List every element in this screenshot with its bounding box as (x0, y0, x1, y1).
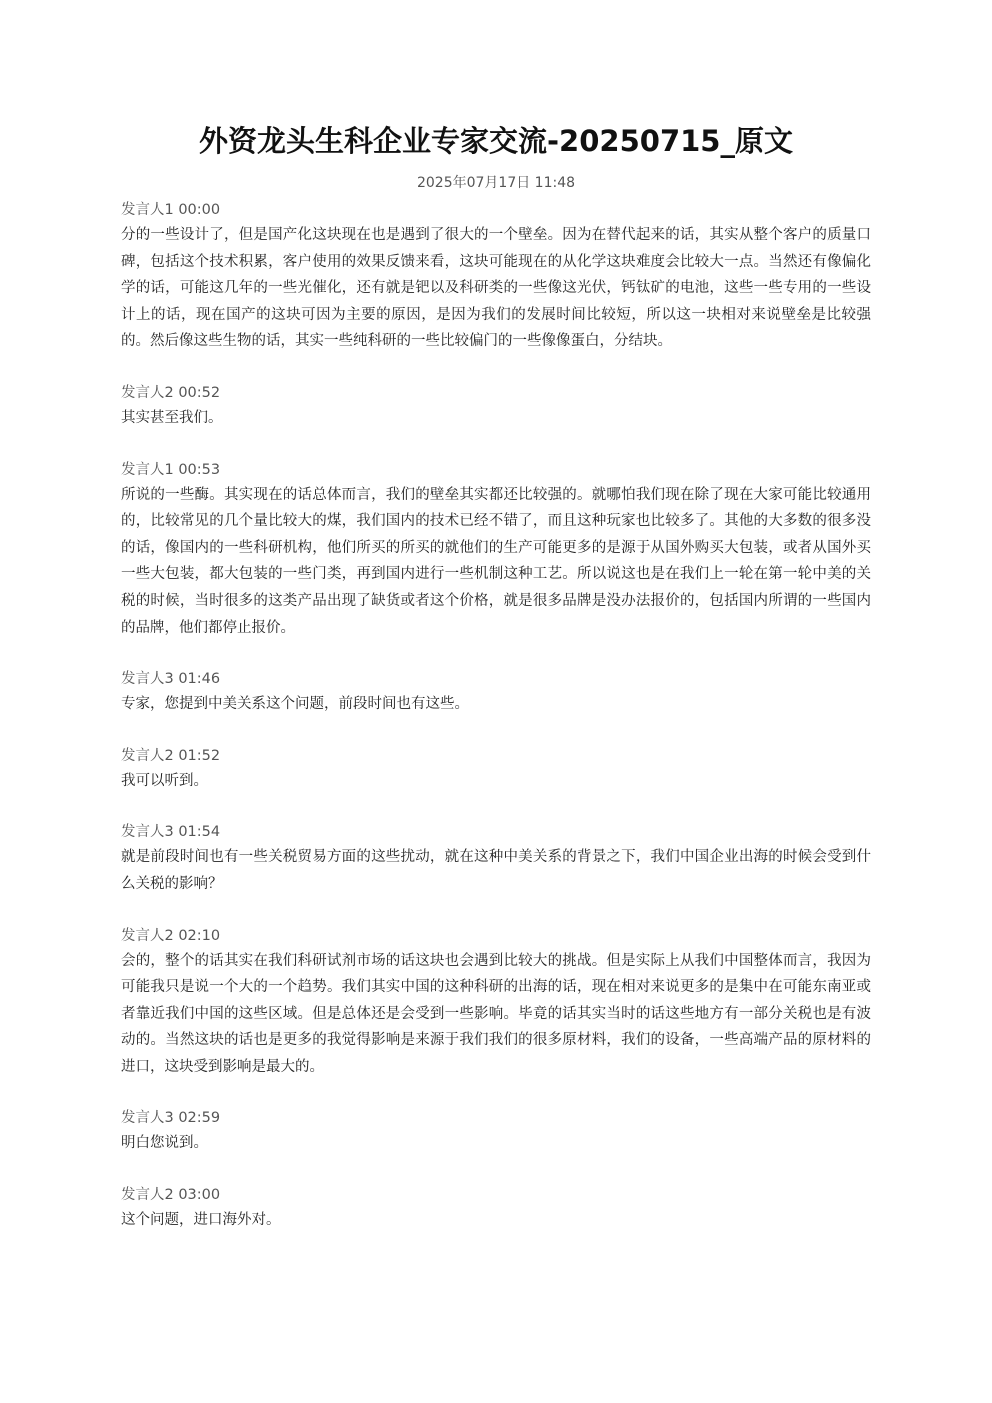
transcript (121, 198, 871, 1260)
speaker-timestamp: 发言人2 00:52 (121, 384, 221, 401)
transcript-entry (121, 458, 871, 642)
speech-text: 明白您说到。 (121, 1135, 208, 1152)
transcript-entry (121, 924, 871, 1081)
speaker-timestamp: 发言人2 01:52 (121, 747, 221, 764)
speaker-timestamp: 发言人2 03:00 (121, 1187, 221, 1204)
speech-text: 这个问题，进口海外对。 (121, 1212, 281, 1229)
speaker-timestamp: 发言人2 02:10 (121, 927, 221, 944)
document-title: 外资龙头生科企业专家交流-20250715_原文 (199, 124, 793, 158)
transcript-entry (121, 198, 871, 355)
speech-text: 其实甚至我们。 (121, 409, 223, 426)
speech-text: 专家，您提到中美关系这个问题，前段时间也有这些。 (121, 696, 469, 713)
speech-text: 我可以听到。 (121, 772, 208, 789)
speech-text: 就是前段时间也有一些关税贸易方面的这些扰动，就在这种中美关系的背景之下，我们中国企业出海的时候会受到什么关税的影响？ (121, 849, 871, 892)
transcript-entry (121, 667, 871, 718)
transcript-entry (121, 820, 871, 897)
document-date: 2025年07月17日 11:48 (416, 175, 576, 191)
speech-text: 分的一些设计了，但是国产化这块现在也是遇到了很大的一个壁垒。因为在替代起来的话，其实从整个客户的质量口碑，包括这个技术积累，客户使用的效果反馈来看，这块可能现在的从化学这块难度会比较大一点。当然还有像偏化学的话，可能这几年的一些光催化，还有就是钯以及科研类的一些像这光伏，钙钛矿的电池，这些一些专用的一些设计上的话，现在国产的这块可因为主要的原因，是因为我们的发展时间比较短，所以这一块相对来说壁垒是比较强的。然后像这些生物的话，其实一些纯科研的一些比较偏门的一些像像蛋白，分结块。 (121, 227, 871, 350)
transcript-entry (121, 1106, 871, 1157)
transcript-entry (121, 1183, 871, 1234)
transcript-entry (121, 381, 871, 432)
speech-text: 所说的一些酶。其实现在的话总体而言，我们的壁垒其实都还比较强的。就哪怕我们现在除了现在大家可能比较通用的，比较常见的几个量比较大的煤，我们国内的技术已经不错了，而且这种玩家也比较多了。其他的大多数的很多没的话，像国内的一些科研机构，他们所买的所买的就他们的生产可能更多的是源于从国外购买大包装，或者从国外买一些大包装，都大包装的一些门类，再到国内进行一些机制这种工艺。所以说这也是在我们上一轮在第一轮中美的关税的时候，当时很多的这类产品出现了缺货或者这个价格，就是很多品牌是没办法报价的，包括国内所谓的一些国内的品牌，他们都停止报价。 (121, 486, 871, 636)
speaker-timestamp: 发言人3 01:54 (121, 824, 221, 841)
transcript-entry (121, 744, 871, 795)
speaker-timestamp: 发言人1 00:53 (121, 461, 221, 478)
speaker-timestamp: 发言人3 01:46 (121, 671, 221, 688)
speech-text: 会的，整个的话其实在我们科研试剂市场的话这块也会遇到比较大的挑战。但是实际上从我们中国整体而言，我因为可能我只是说一个大的一个趋势。我们其实中国的这种科研的出海的话，现在相对来说更多的是集中在可能东南亚或者靠近我们中国的这些区域。但是总体还是会受到一些影响。毕竟的话其实当时的话这些地方有一部分关税也是有波动的。当然这块的话也是更多的我觉得影响是来源于我们我们的很多原材料，我们的设备，一些高端产品的原材料的进口，这块受到影响是最大的。 (121, 952, 871, 1075)
speaker-timestamp: 发言人3 02:59 (121, 1110, 221, 1127)
speaker-timestamp: 发言人1 00:00 (121, 202, 221, 218)
